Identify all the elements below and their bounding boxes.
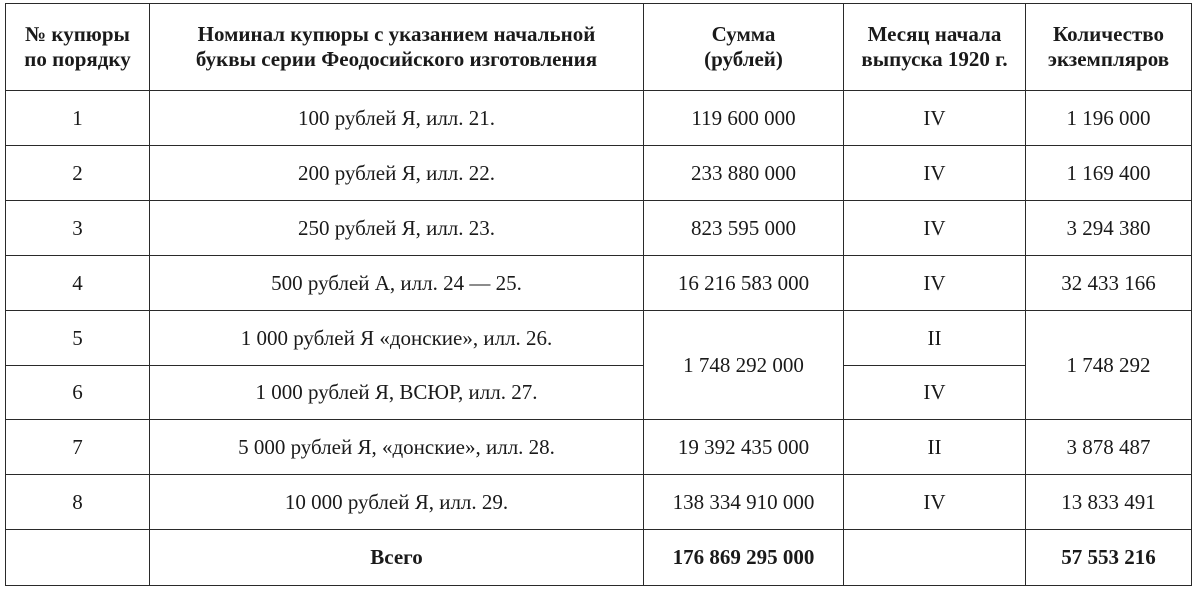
cell-month: II xyxy=(844,310,1026,365)
cell-name: 10 000 рублей Я, илл. 29. xyxy=(150,475,644,530)
cell-number: 2 xyxy=(6,146,150,201)
cell-month-empty xyxy=(844,530,1026,586)
cell-month: II xyxy=(844,420,1026,475)
header-number xyxy=(6,4,150,91)
table-row xyxy=(6,255,1192,310)
header-number-line-1: № купюры xyxy=(25,21,130,46)
cell-number: 6 xyxy=(6,365,150,420)
table-row xyxy=(6,365,1192,420)
header-month-line-2: выпуска 1920 г. xyxy=(861,47,1008,72)
cell-sum: 233 880 000 xyxy=(644,146,844,201)
cell-month: IV xyxy=(844,91,1026,146)
cell-month: IV xyxy=(844,201,1026,256)
cell-quantity: 13 833 491 xyxy=(1026,475,1192,530)
cell-name: 5 000 рублей Я, «донские», илл. 28. xyxy=(150,420,644,475)
cell-month: IV xyxy=(844,146,1026,201)
cell-quantity-merged: 1 748 292 xyxy=(1026,310,1192,420)
header-quantity xyxy=(1026,4,1192,91)
header-number-line-2: по порядку xyxy=(24,47,131,72)
cell-sum: 823 595 000 xyxy=(644,201,844,256)
cell-name: 100 рублей Я, илл. 21. xyxy=(150,91,644,146)
header-month xyxy=(844,4,1026,91)
header-quantity-line-2: экземпляров xyxy=(1047,47,1170,72)
table-row xyxy=(6,146,1192,201)
table-row xyxy=(6,420,1192,475)
cell-sum-merged: 1 748 292 000 xyxy=(644,310,844,420)
cell-name: 250 рублей Я, илл. 23. xyxy=(150,201,644,256)
total-row xyxy=(6,530,1192,586)
cell-sum: 19 392 435 000 xyxy=(644,420,844,475)
total-quantity: 57 553 216 xyxy=(1026,530,1192,586)
table-header-row xyxy=(6,4,1192,91)
cell-name: 1 000 рублей Я, ВСЮР, илл. 27. xyxy=(150,365,644,420)
total-label: Всего xyxy=(150,530,644,586)
cell-sum: 138 334 910 000 xyxy=(644,475,844,530)
cell-quantity: 1 196 000 xyxy=(1026,91,1192,146)
cell-name: 500 рублей А, илл. 24 — 25. xyxy=(150,255,644,310)
cell-quantity: 32 433 166 xyxy=(1026,255,1192,310)
cell-month: IV xyxy=(844,475,1026,530)
header-sum-line-2: (рублей) xyxy=(704,47,783,72)
header-month-line-1: Месяц начала xyxy=(867,21,1002,46)
cell-month: IV xyxy=(844,255,1026,310)
header-name xyxy=(150,4,644,91)
header-name-line-1: Номинал купюры с указанием начальной xyxy=(197,21,596,46)
cell-sum: 16 216 583 000 xyxy=(644,255,844,310)
table-row xyxy=(6,475,1192,530)
header-quantity-line-1: Количество xyxy=(1052,21,1165,46)
cell-number: 5 xyxy=(6,310,150,365)
cell-number: 1 xyxy=(6,91,150,146)
cell-number: 3 xyxy=(6,201,150,256)
total-sum: 176 869 295 000 xyxy=(644,530,844,586)
cell-number: 7 xyxy=(6,420,150,475)
banknote-issue-table xyxy=(5,3,1192,586)
cell-quantity: 3 878 487 xyxy=(1026,420,1192,475)
cell-sum: 119 600 000 xyxy=(644,91,844,146)
header-name-line-2: буквы серии Феодосийского изготовления xyxy=(195,47,598,72)
header-sum xyxy=(644,4,844,91)
cell-number: 8 xyxy=(6,475,150,530)
table-row xyxy=(6,201,1192,256)
table-row xyxy=(6,91,1192,146)
header-sum-line-1: Сумма xyxy=(711,21,776,46)
cell-name: 200 рублей Я, илл. 22. xyxy=(150,146,644,201)
cell-month: IV xyxy=(844,365,1026,420)
cell-number-empty xyxy=(6,530,150,586)
cell-name: 1 000 рублей Я «донские», илл. 26. xyxy=(150,310,644,365)
cell-number: 4 xyxy=(6,255,150,310)
table-row xyxy=(6,310,1192,365)
cell-quantity: 3 294 380 xyxy=(1026,201,1192,256)
cell-quantity: 1 169 400 xyxy=(1026,146,1192,201)
